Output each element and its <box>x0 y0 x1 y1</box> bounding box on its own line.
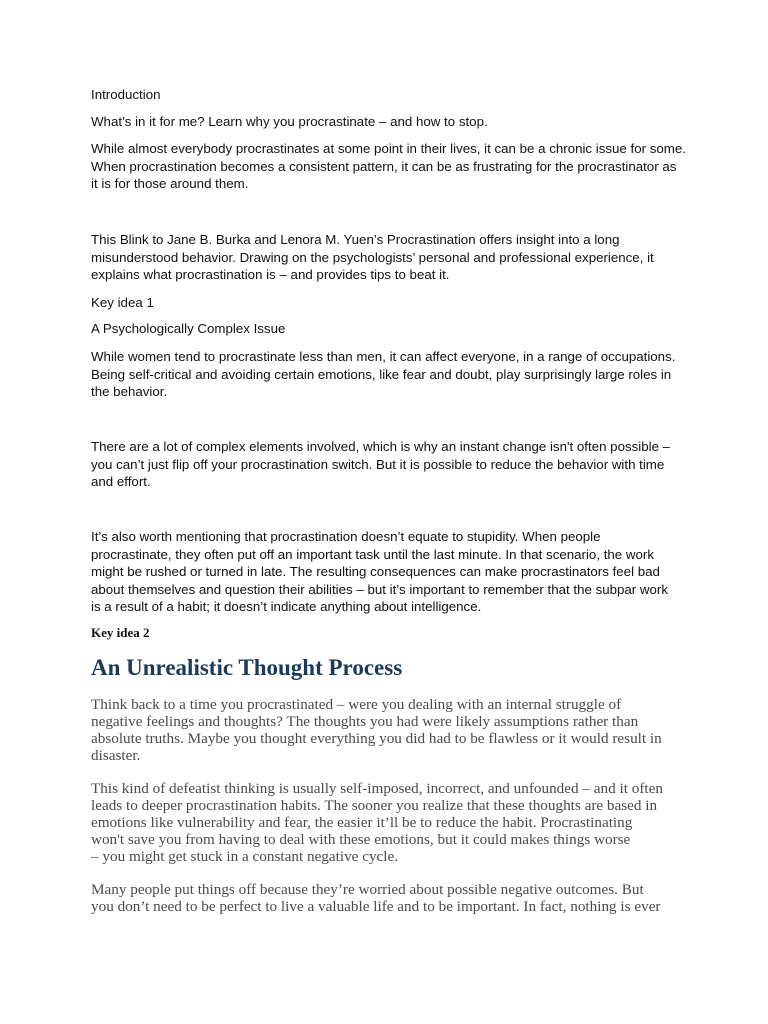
paragraph-line: the behavior. <box>91 384 168 400</box>
paragraph-line: It’s also worth mentioning that procrastination doesn’t equate to stupidity. When people <box>91 529 601 544</box>
key-idea-1-title <box>91 320 681 338</box>
intro-heading-text: Introduction <box>91 87 161 102</box>
key-idea-1-title-text: A Psychologically Complex Issue <box>91 321 286 336</box>
intro-paragraph-2 <box>91 231 681 284</box>
paragraph-line: explains what procrastination is – and provides tips to beat it. <box>91 267 450 283</box>
key-idea-2-heading-text: An Unrealistic Thought Process <box>91 655 403 680</box>
paragraph-line: Being self-critical and avoiding certain emotions, like fear and doubt, play surprisingly large roles in <box>91 366 672 382</box>
paragraph-line: won't save you from having to deal with these emotions, but it could makes things worse <box>91 830 631 848</box>
paragraph-line: leads to deeper procrastination habits. The sooner you realize that these thoughts are based in <box>91 796 658 814</box>
paragraph-line: This kind of defeatist thinking is usually self-imposed, incorrect, and unfounded – and it often <box>91 780 663 797</box>
paragraph-line: – you might get stuck in a constant negative cycle. <box>91 847 399 865</box>
paragraph-line: This Blink to Jane B. Burka and Lenora M. Yuen’s Procrastination offers insight into a long <box>91 232 620 247</box>
paragraph-line: negative feelings and thoughts? The thoughts you had were likely assumptions rather than <box>91 712 639 730</box>
key-idea-1-paragraph-3 <box>91 528 681 616</box>
paragraph-line: When procrastination becomes a consistent pattern, it can be as frustrating for the procrastinator as <box>91 158 677 174</box>
paragraph-line: misunderstood behavior. Drawing on the psychologists’ personal and professional experience, it <box>91 249 654 265</box>
key-idea-1-text: Key idea 1 <box>91 295 154 310</box>
paragraph-line: you can’t just flip off your procrastination switch. But it is possible to reduce the behavior with time <box>91 456 665 472</box>
key-idea-1-paragraph-2 <box>91 438 681 491</box>
intro-paragraph-1 <box>91 140 686 193</box>
paragraph-line: emotions like vulnerability and fear, the easier it’ll be to reduce the habit. Procrastinating <box>91 813 633 831</box>
key-idea-1-label <box>91 294 681 312</box>
paragraph-line: disaster. <box>91 746 141 764</box>
paragraph-line: Many people put things off because they’re worried about possible negative outcomes. But <box>91 881 644 898</box>
whats-in-it-line <box>91 113 681 131</box>
whats-in-it-text: What’s in it for me? Learn why you procrastinate – and how to stop. <box>91 114 488 129</box>
paragraph-line: While almost everybody procrastinates at some point in their lives, it can be a chronic issue for some. <box>91 141 686 156</box>
key-idea-2-label <box>91 625 681 641</box>
paragraph-line: might be rushed or turned in late. The resulting consequences can make procrastinators feel bad <box>91 564 660 580</box>
key-idea-2-paragraph-3 <box>91 882 681 916</box>
paragraph-line: Think back to a time you procrastinated – were you dealing with an internal struggle of <box>91 696 622 713</box>
paragraph-line: and effort. <box>91 474 151 490</box>
paragraph-line: While women tend to procrastinate less than men, it can affect everyone, in a range of occupations. <box>91 349 676 364</box>
key-idea-2-text: Key idea 2 <box>91 625 150 640</box>
paragraph-line: is a result of a habit; it doesn’t indicate anything about intelligence. <box>91 599 482 615</box>
key-idea-1-paragraph-1 <box>91 348 681 401</box>
key-idea-2-paragraph-1 <box>91 697 681 765</box>
key-idea-2-heading <box>91 654 681 682</box>
paragraph-line: There are a lot of complex elements involved, which is why an instant change isn't often possible – <box>91 439 671 454</box>
paragraph-line: about themselves and question their abilities – but it’s important to remember that the subpar work <box>91 581 668 597</box>
paragraph-line: it is for those around them. <box>91 176 249 192</box>
key-idea-2-paragraph-2 <box>91 781 681 866</box>
intro-heading <box>91 86 681 104</box>
paragraph-line: procrastinate, they often put off an important task until the last minute. In that scenario, the work <box>91 546 654 562</box>
paragraph-line: you don’t need to be perfect to live a valuable life and to be important. In fact, nothing is ever <box>91 897 661 915</box>
paragraph-line: absolute truths. Maybe you thought everything you did had to be flawless or it would result in <box>91 729 662 747</box>
